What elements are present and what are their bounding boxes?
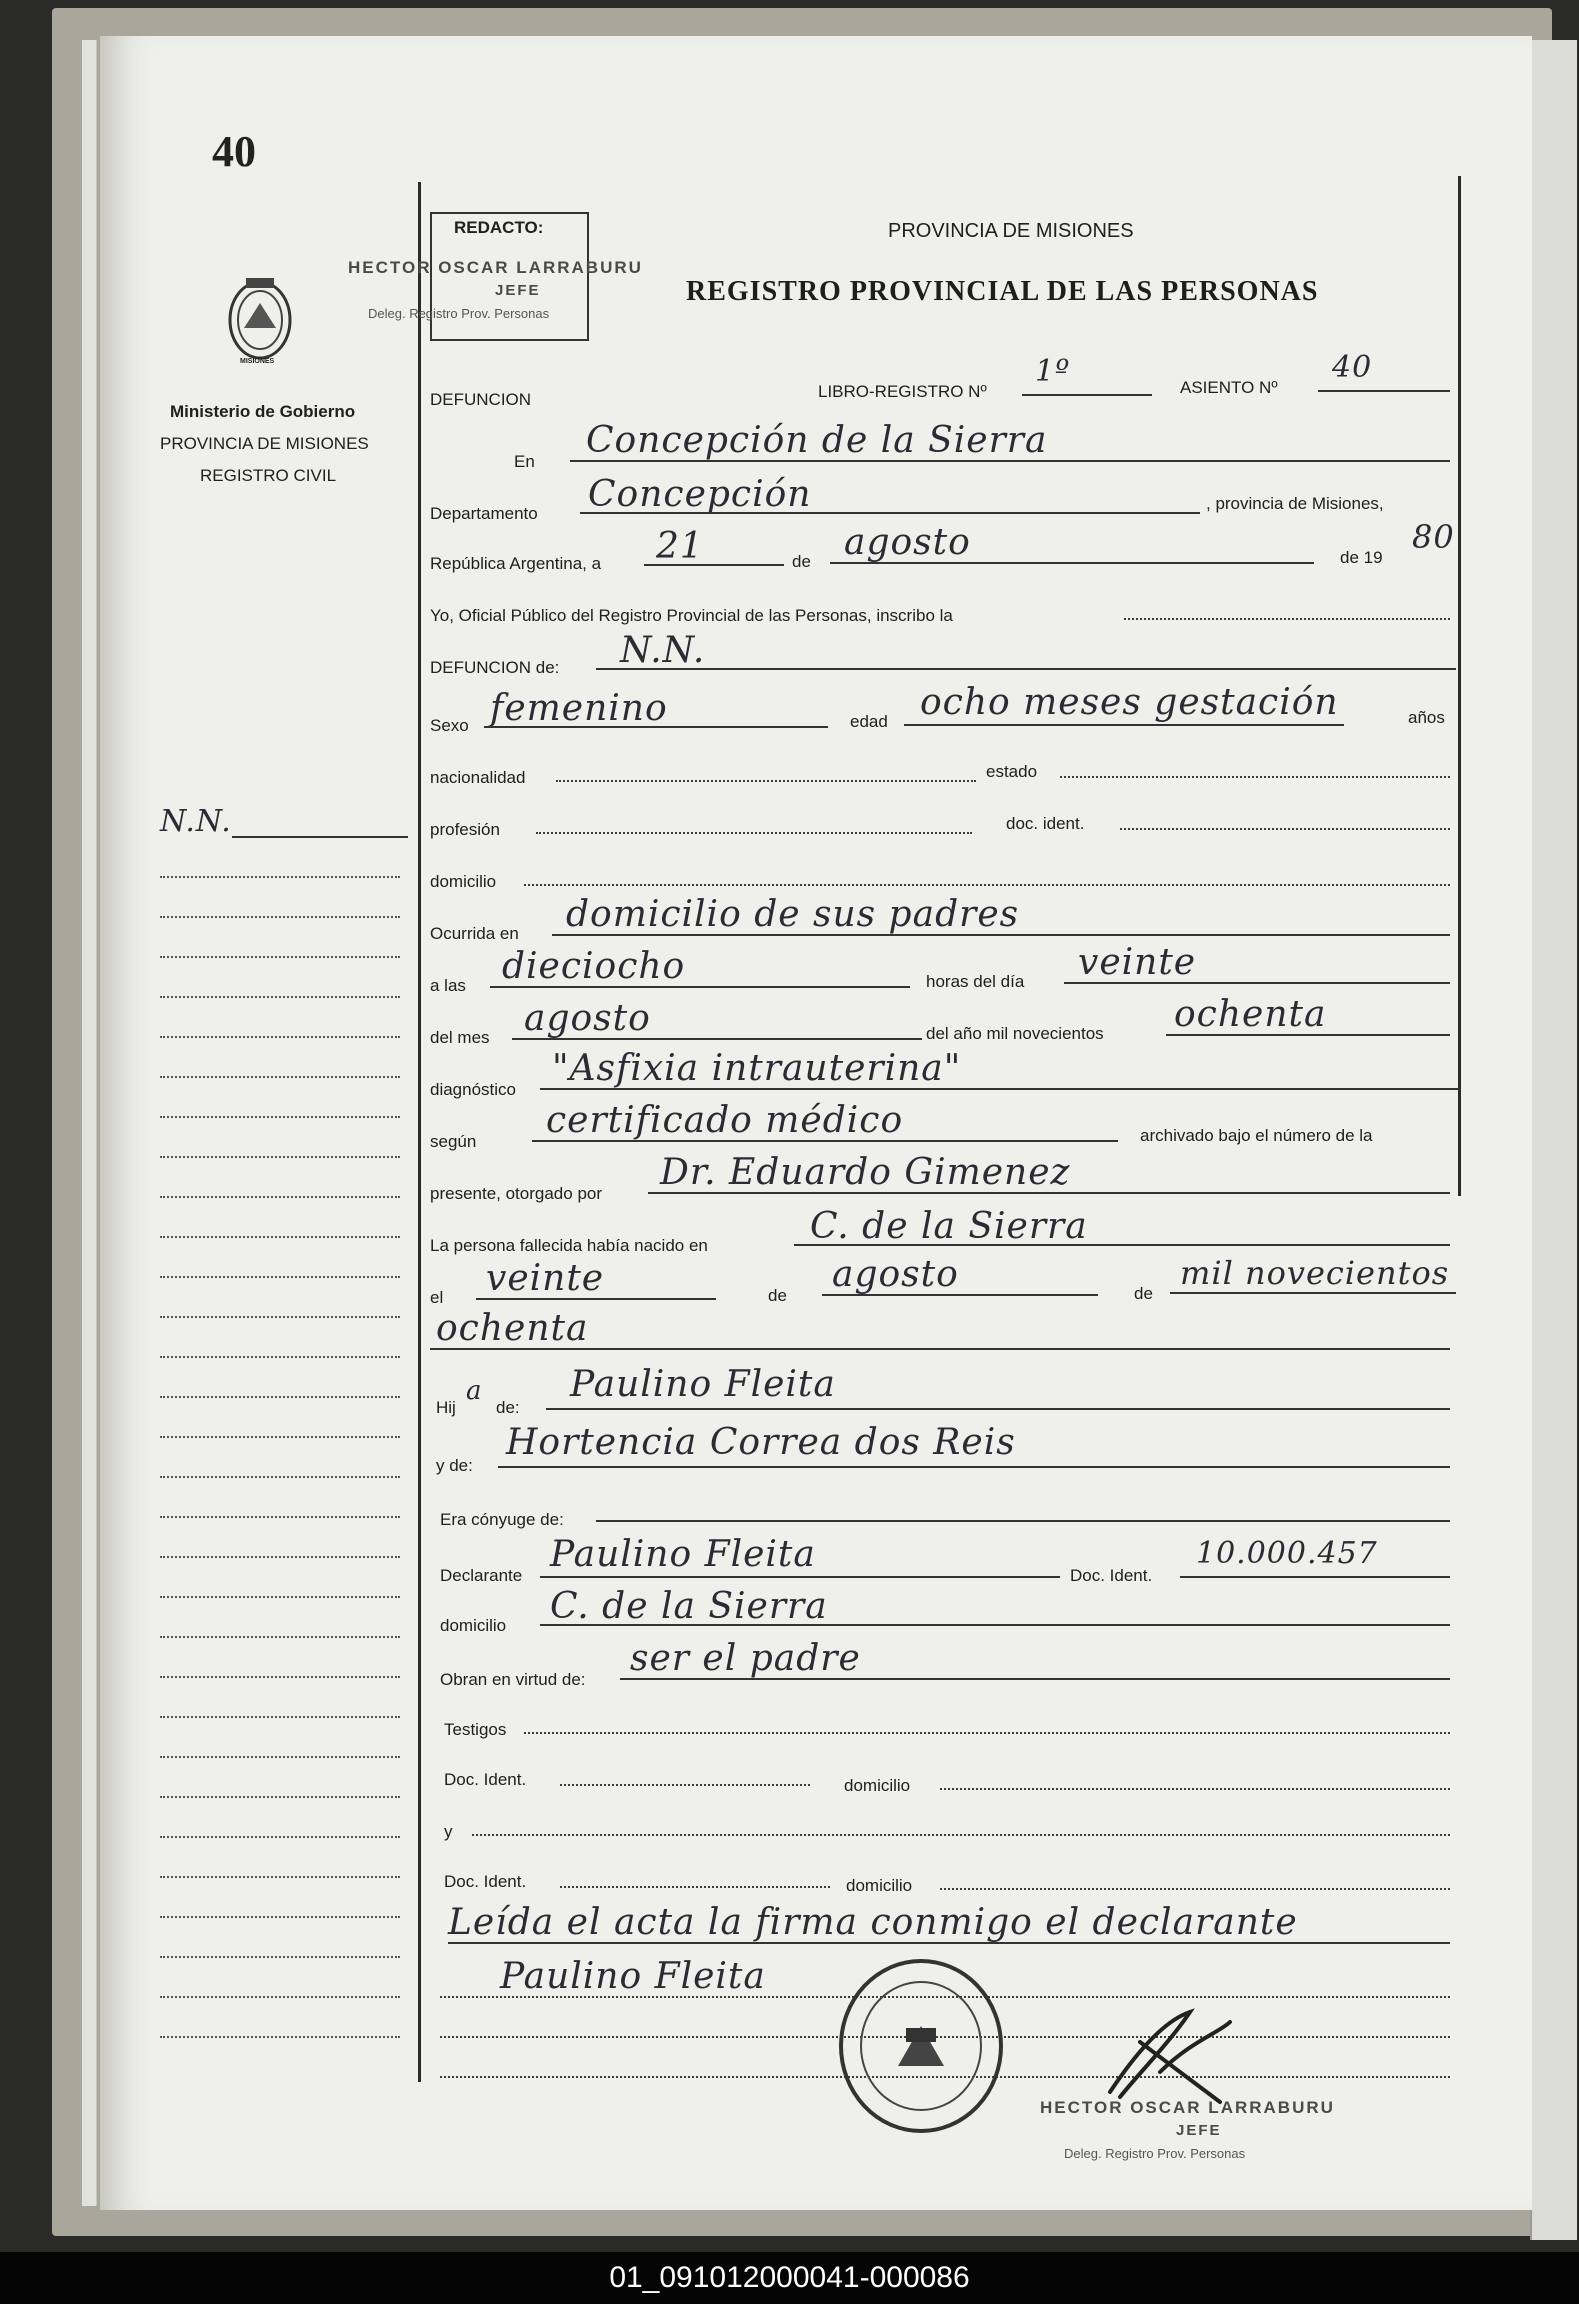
diagnostico-label: diagnóstico	[430, 1080, 517, 1099]
anomil-label: del año mil novecientos	[926, 1024, 1104, 1043]
rep-day: 21	[656, 526, 704, 567]
official-stamp-dept: Deleg. Registro Prov. Personas	[1064, 2146, 1246, 2161]
doc-ident-label: doc. ident.	[1006, 814, 1085, 833]
redacto-label: REDACTO:	[454, 218, 544, 237]
padre-value: Paulino Fleita	[570, 1364, 836, 1405]
margin-line-1	[232, 836, 408, 838]
nacido-value: C. de la Sierra	[810, 1206, 1088, 1247]
t1-dom-label: domicilio	[844, 1776, 911, 1795]
hija-suffix: a	[466, 1376, 483, 1406]
en-value: Concepción de la Sierra	[586, 420, 1048, 461]
register-page	[100, 36, 1532, 2210]
official-stamp-name: HECTOR OSCAR LARRABURU	[1040, 2098, 1335, 2117]
asiento-label: ASIENTO Nº	[1180, 378, 1278, 397]
libro-label: LIBRO-REGISTRO Nº	[818, 382, 987, 401]
vertical-rule-left	[418, 182, 421, 2082]
domicilio-label: domicilio	[430, 872, 497, 891]
t1-doc-label: Doc. Ident.	[444, 1770, 527, 1789]
nacido-label: La persona fallecida había nacido en	[430, 1236, 708, 1255]
rep-month: agosto	[844, 522, 971, 563]
redacto-stamp-name: HECTOR OSCAR LARRABURU	[348, 258, 643, 277]
header-province: PROVINCIA DE MISIONES	[888, 220, 1134, 242]
decl-doc-value: 10.000.457	[1196, 1536, 1378, 1571]
yde-label: y de:	[436, 1456, 473, 1475]
dia-value: veinte	[1078, 942, 1197, 983]
el-de-label: de	[768, 1286, 787, 1305]
conyuge-label: Era cónyuge de:	[440, 1510, 564, 1529]
el-year2: ochenta	[436, 1308, 589, 1349]
decl-doc-label: Doc. Ident.	[1070, 1566, 1153, 1585]
delmes-label: del mes	[430, 1028, 490, 1047]
provincia-suffix: , provincia de Misiones,	[1206, 494, 1384, 513]
segun-value: certificado médico	[546, 1100, 904, 1141]
emblem-text: MISIONES	[240, 358, 275, 365]
provincia-label: PROVINCIA DE MISIONES	[160, 434, 369, 453]
type-label: DEFUNCION	[430, 390, 532, 409]
redacto-stamp-dept: Deleg. Registro Prov. Personas	[368, 306, 550, 321]
libro-value: 1º	[1035, 354, 1071, 389]
obran-label: Obran en virtud de:	[440, 1670, 586, 1689]
hija-de-label: de:	[496, 1398, 520, 1417]
header-registry: REGISTRO PROVINCIAL DE LAS PERSONAS	[686, 276, 1319, 307]
margin-note: N.N.	[160, 804, 232, 839]
archivado-label: archivado bajo el número de la	[1140, 1126, 1373, 1145]
sexo-value: femenino	[490, 688, 668, 729]
defuncion-de-label: DEFUNCION de:	[430, 658, 560, 677]
profesion-label: profesión	[430, 820, 500, 839]
presente-label: presente, otorgado por	[430, 1184, 603, 1203]
vertical-rule-right	[1458, 176, 1461, 1196]
asiento-value: 40	[1332, 350, 1373, 385]
redacto-stamp-title: JEFE	[495, 282, 541, 299]
nacionalidad-label: nacionalidad	[430, 768, 526, 787]
firma-value: Paulino Fleita	[500, 1956, 766, 1997]
edad-label: edad	[850, 712, 888, 731]
provincial-emblem	[222, 268, 298, 368]
page-number: 40	[212, 127, 256, 176]
declarante-label: Declarante	[440, 1566, 523, 1585]
defuncion-de-value: N.N.	[620, 630, 706, 671]
edad-value: ocho meses gestación	[920, 682, 1339, 723]
horas-label: horas del día	[926, 972, 1025, 991]
alas-value: dieciocho	[502, 946, 686, 987]
el-value: veinte	[486, 1258, 605, 1299]
obran-value: ser el padre	[630, 1638, 861, 1679]
leida-value: Leída el acta la firma conmigo el declarante	[448, 1902, 1298, 1943]
decl-dom-label: domicilio	[440, 1616, 507, 1635]
adjacent-page-edge	[1530, 40, 1577, 2240]
presente-value: Dr. Eduardo Gimenez	[660, 1152, 1071, 1193]
alas-label: a las	[430, 976, 466, 995]
el-month: agosto	[832, 1254, 959, 1295]
official-signature	[1100, 2002, 1240, 2112]
madre-value: Hortencia Correa dos Reis	[506, 1422, 1016, 1463]
decl-dom-value: C. de la Sierra	[550, 1586, 828, 1627]
t2-doc-label: Doc. Ident.	[444, 1872, 527, 1891]
ocurrida-value: domicilio de sus padres	[566, 894, 1020, 935]
mes-value: agosto	[524, 998, 651, 1039]
declarante-value: Paulino Fleita	[550, 1534, 816, 1575]
rep-de-label: de	[792, 552, 811, 571]
el-label: el	[430, 1288, 444, 1307]
rep-label: República Argentina, a	[430, 554, 602, 573]
anomil-value: ochenta	[1174, 994, 1327, 1035]
depto-value: Concepción	[588, 474, 812, 515]
rep-year: 80	[1412, 518, 1455, 556]
estado-label: estado	[986, 762, 1038, 781]
rep-de19-label: de 19	[1340, 548, 1383, 567]
official-round-seal	[836, 1956, 1006, 2136]
el-year1: mil novecientos	[1180, 1254, 1450, 1292]
depto-label: Departamento	[430, 504, 538, 523]
ocurrida-label: Ocurrida en	[430, 924, 519, 943]
y-label: y	[444, 1822, 453, 1841]
registro-civil-label: REGISTRO CIVIL	[200, 466, 337, 485]
image-id-footer: 01_091012000041-000086	[0, 2252, 1579, 2304]
t2-dom-label: domicilio	[846, 1876, 913, 1895]
anos-label: años	[1408, 708, 1445, 727]
en-label: En	[514, 452, 535, 471]
ministerio-label: Ministerio de Gobierno	[170, 402, 356, 421]
diagnostico-value: "Asfixia intrauterina"	[552, 1048, 962, 1089]
testigos-label: Testigos	[444, 1720, 507, 1739]
el-de2-label: de	[1134, 1284, 1153, 1303]
official-stamp-title: JEFE	[1176, 2122, 1222, 2139]
hija-label: Hij	[436, 1398, 456, 1417]
yo-label: Yo, Oficial Público del Registro Provincial de las Personas, inscribo la	[430, 606, 953, 625]
sexo-label: Sexo	[430, 716, 469, 735]
segun-label: según	[430, 1132, 477, 1151]
